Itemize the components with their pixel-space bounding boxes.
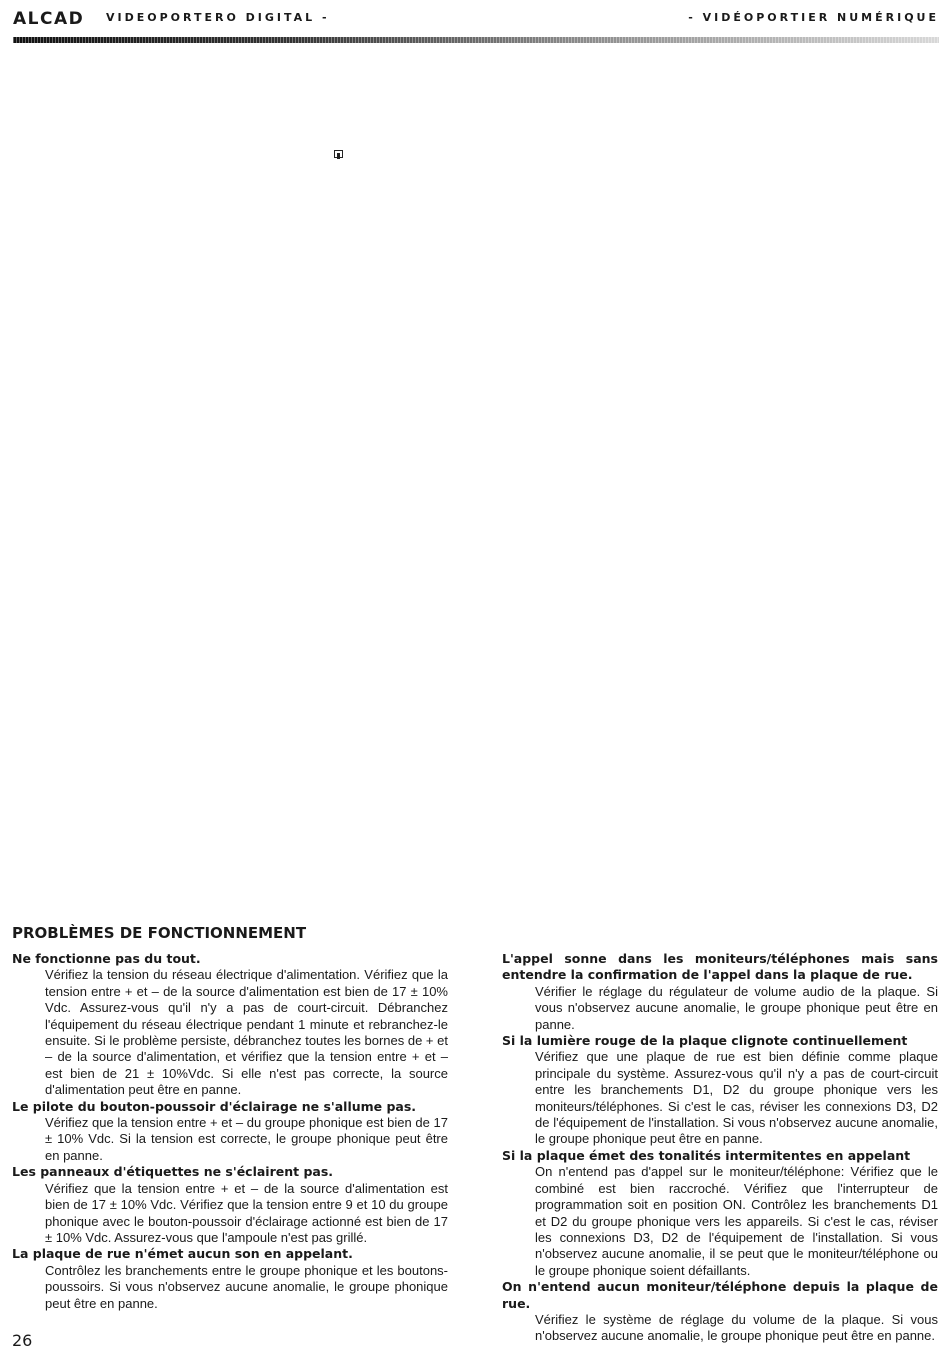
issue-text: Vérifier le réglage du régulateur de volume audio de la plaque. Si vous n'observez aucune anomalie, le groupe phonique peut être en panne. [535,983,938,1032]
issue-text: Vérifiez que la tension entre + et – du groupe phonique est bien de 17 ± 10% Vdc. Si la tension est correcte, le groupe phonique peut être en panne. [45,1115,448,1163]
page-header [0,0,950,48]
left-column [12,951,448,1312]
issue-title: Les panneaux d'étiquettes ne s'éclairent pas. [12,1164,334,1180]
issue-item [502,951,938,1033]
issue-text: Vérifiez que la tension entre + et – de la source d'alimentation est bien de 17 ± 10% Vdc. Vérifiez que la tension entre 9 et 10 du groupe phonique avec le bouton-poussoir d'éclairage actionné est bien de 17 ± 10% Vdc. Assurez-vous que l'ampoule n'est pas grillé. [45,1180,448,1245]
issue-title: La plaque de rue n'émet aucun son en appelant. [12,1246,353,1262]
issue-item [502,1148,938,1279]
issue-text: Vérifiez que une plaque de rue est bien définie comme plaque principale du système. Assurez-vous qu'il n'y a pas de court-circuit entre les branchements D1, D2 du groupe phonique vers les moniteurs/téléphones. Si c'est le cas, réviser les connexions D3, D2 de l'équipement de l'installation. Si vous n'observez aucune anomalie, le groupe phonique peut être en panne. [535,1049,938,1147]
issue-item [12,1164,448,1246]
small-square-marker-icon [334,150,344,160]
header-left-title: VIDEOPORTERO DIGITAL - [106,11,330,24]
issue-title: Si la plaque émet des tonalités intermitentes en appelant [502,1147,911,1163]
issue-item [12,1246,448,1312]
issue-title: On n'entend aucun moniteur/téléphone depuis la plaque de rue. [502,1279,938,1311]
issue-text: Vérifiez le système de réglage du volume de la plaque. Si vous n'observez aucune anomalie, le groupe phonique peut être en panne. [535,1311,938,1344]
issue-text: Contrôlez les branchements entre le groupe phonique et les boutons-poussoirs. Si vous n'observez aucune anomalie, le groupe phonique peut être en panne. [45,1262,448,1311]
issue-title: Le pilote du bouton-poussoir d'éclairage ne s'allume pas. [12,1098,417,1114]
page-number: 26 [12,1331,33,1350]
header-gradient-bar [13,37,939,43]
issue-text: On n'entend pas d'appel sur le moniteur/téléphone: Vérifiez que le combiné est bien raccroché. Vérifiez que l'interrupteur de programmation soit en position ON. Contrôlez les branchements D1 et D2 du groupe phonique vers les appareils. Si c'est le cas, réviser les connexions D3, D2 de l'équipement de l'installation. Si vous n'observez aucune anomalie, il se peut que le moniteur/téléphone ou le groupe phonique soient défaillants. [535,1164,938,1278]
issue-title: Ne fonctionne pas du tout. [12,951,201,966]
header-right-title: - VIDÉOPORTIER NUMÉRIQUE [688,11,939,24]
issue-title: Si la lumière rouge de la plaque clignote continuellement [502,1033,908,1049]
section-title: PROBLÈMES DE FONCTIONNEMENT [12,924,307,942]
brand-logo: ALCAD [13,9,85,29]
issue-text: Vérifiez la tension du réseau électrique d'alimentation. Vérifiez que la tension entre + et – de la source d'alimentation est bien de 17 ± 10% Vdc. Assurez-vous qu'il n'y a pas de court-circuit. Débranchez l'équipement du réseau électrique pendant 1 minute et rebranchez-le ensuite. Si le problème persiste, débranchez toutes les bornes de + et – de la source d'alimentation, et vérifiez que la tension entre + et – est bien de 21 ± 10%Vdc. Si elle n'est pas correcte, la source d'alimentation peut être en panne. [45,967,448,1098]
issue-item [502,1033,938,1148]
right-column [502,951,938,1345]
issue-item [502,1279,938,1345]
issue-item [12,1099,448,1165]
issue-item [12,951,448,1099]
issue-title: L'appel sonne dans les moniteurs/téléphones mais sans entendre la confirmation de l'appel dans la plaque de rue. [502,951,938,983]
